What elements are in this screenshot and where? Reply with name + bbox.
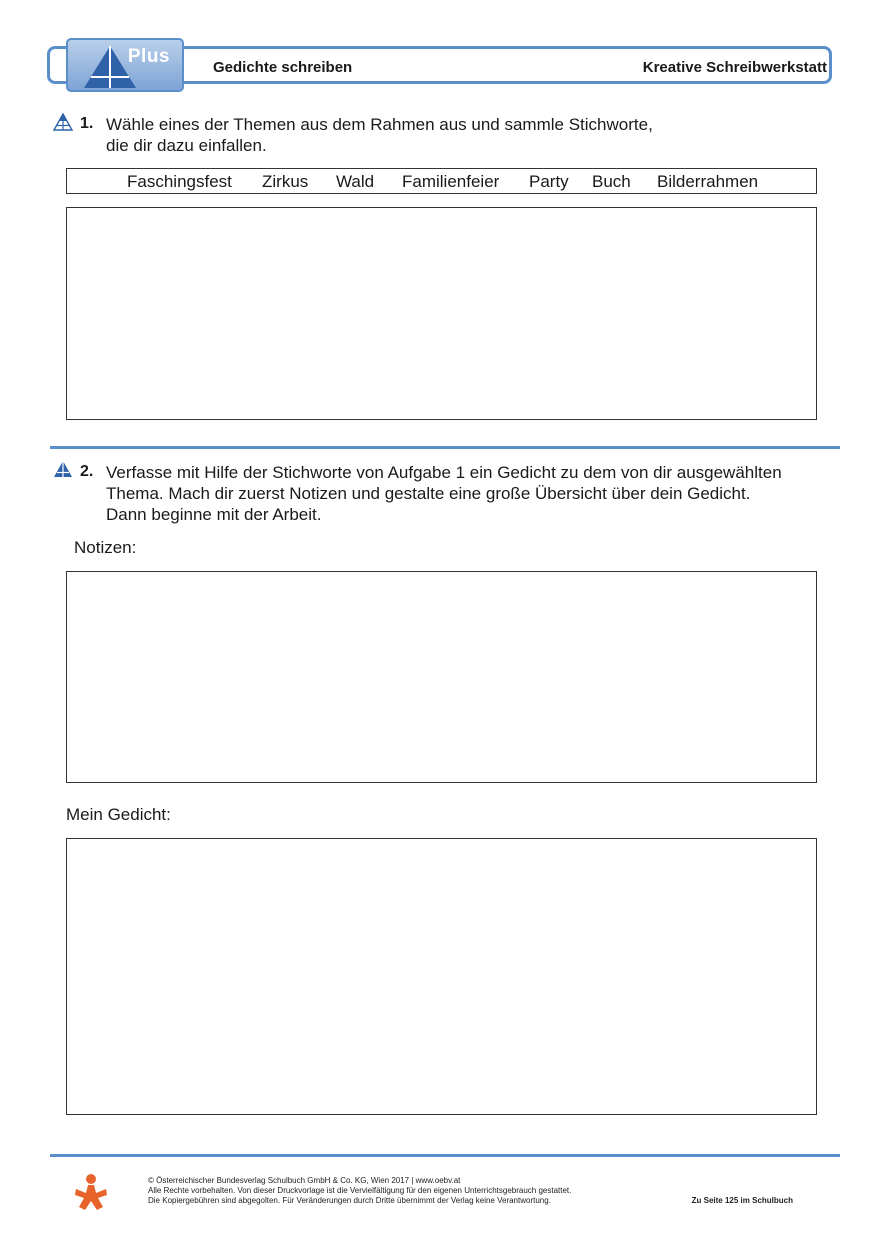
notes-writing-box[interactable] xyxy=(66,571,817,783)
footer-fees: Die Kopiergebühren sind abgegolten. Für Veränderungen durch Dritte übernimmt der Verlag keine Verantwortung. xyxy=(148,1196,551,1205)
poem-label: Mein Gedicht: xyxy=(66,805,171,824)
task-level-pyramid-icon xyxy=(53,113,73,131)
topic-item: Familienfeier xyxy=(402,172,500,191)
notes-label: Notizen: xyxy=(74,538,137,557)
task-2-instruction-line1: Verfasse mit Hilfe der Stichworte von Aufgabe 1 ein Gedicht zu dem von dir ausgewählten xyxy=(106,463,782,482)
schoolbook-page-reference: Zu Seite 125 im Schulbuch xyxy=(691,1196,793,1205)
topic-item: Buch xyxy=(592,172,631,191)
poem-writing-box[interactable] xyxy=(66,838,817,1115)
topic-item: Bilderrahmen xyxy=(657,172,759,191)
topic-item: Faschingsfest xyxy=(127,172,232,191)
footer-copyright: © Österreichischer Bundesverlag Schulbuch GmbH & Co. KG, Wien 2017 | www.oebv.at xyxy=(148,1176,461,1185)
footer-divider xyxy=(50,1154,840,1157)
topic-item: Wald xyxy=(336,172,375,191)
footer-rights: Alle Rechte vorbehalten. Von dieser Druckvorlage ist die Vervielfältigung für den eigenen Unterrichtsgebrauch gestattet. xyxy=(148,1186,572,1195)
plus-logo xyxy=(66,38,184,92)
task-2-instruction-line3: Dann beginne mit der Arbeit. xyxy=(106,505,322,524)
topics-frame xyxy=(66,168,817,194)
task-1-number: 1. xyxy=(80,115,94,132)
section-title: Kreative Schreibwerkstatt xyxy=(642,59,827,76)
topic-item: Zirkus xyxy=(262,172,309,191)
keywords-writing-box[interactable] xyxy=(66,207,817,420)
task-1-instruction-line2: die dir dazu einfallen. xyxy=(106,136,267,155)
topic-item: Party xyxy=(529,172,569,191)
task-2-number: 2. xyxy=(80,463,94,480)
logo-plus-text: Plus xyxy=(127,46,170,67)
publisher-star-logo-icon xyxy=(72,1173,110,1211)
page-title: Gedichte schreiben xyxy=(213,59,353,76)
task-2-instruction-line2: Thema. Mach dir zuerst Notizen und gestalte eine große Übersicht über dein Gedicht. xyxy=(106,484,751,503)
task-1-instruction-line1: Wähle eines der Themen aus dem Rahmen aus und sammle Stichworte, xyxy=(106,115,653,134)
task-level-pyramid-icon xyxy=(53,460,73,478)
section-divider xyxy=(50,446,840,449)
